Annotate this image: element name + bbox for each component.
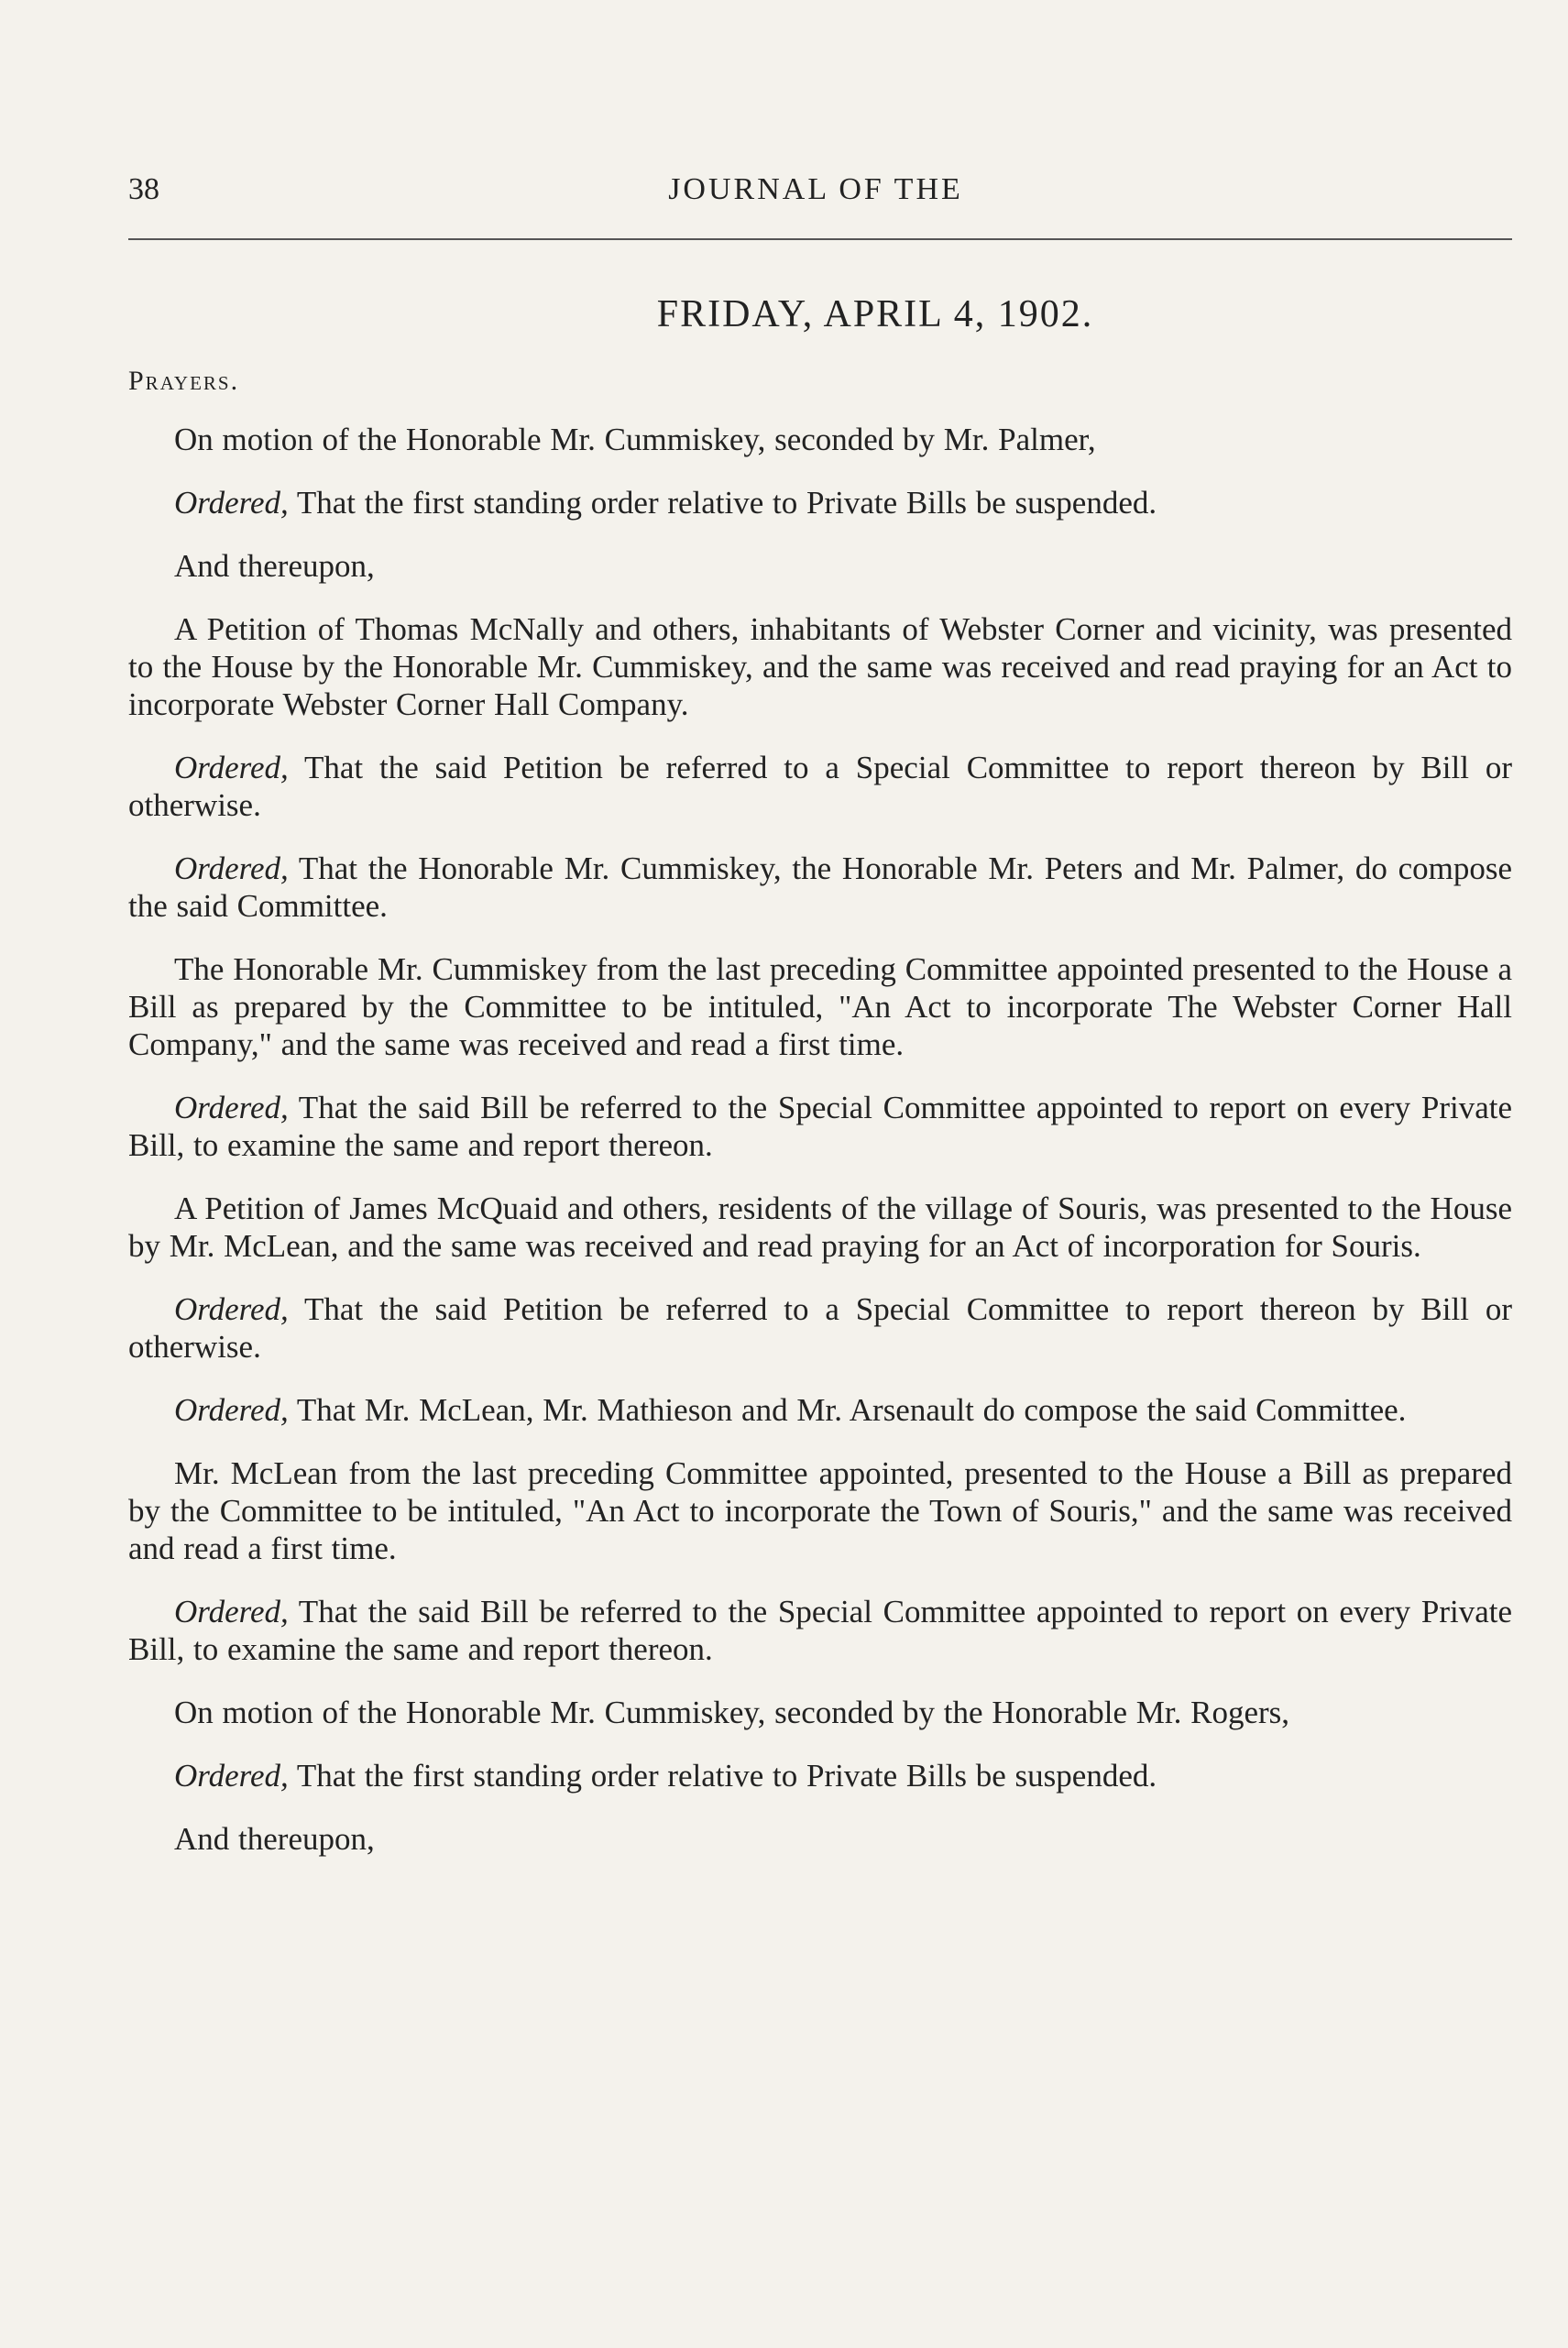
paragraph-lead: Ordered, [174, 1392, 289, 1428]
date-heading: FRIDAY, APRIL 4, 1902. [656, 293, 1094, 335]
page-number: 38 [128, 172, 159, 206]
paragraph-lead: Ordered, [174, 1594, 289, 1629]
journal-paragraph [128, 547, 1512, 585]
paragraph-lead: Ordered, [174, 1090, 289, 1125]
paragraph-text: And thereupon, [174, 548, 375, 584]
paragraph-text: A Petition of James McQuaid and others, residents of the village of Souris, was presented to the House by Mr. McLean, and the same was received and read praying for an Act of incorporation for Souris. [128, 1190, 1512, 1264]
journal-page [119, 137, 1512, 1883]
journal-paragraph [128, 1290, 1512, 1366]
paragraph-lead: Ordered, [174, 750, 289, 785]
prayers-label: Prayers. [128, 366, 240, 396]
paragraph-text: That the first standing order relative to Private Bills be suspended. [288, 485, 1157, 521]
journal-paragraph [128, 749, 1512, 824]
journal-paragraph [128, 1593, 1512, 1668]
running-title: JOURNAL OF THE [668, 172, 963, 206]
journal-paragraph [128, 421, 1512, 458]
journal-paragraph [128, 1190, 1512, 1265]
header-rule [128, 238, 1512, 240]
journal-paragraph [128, 1694, 1512, 1731]
paragraph-text: That the said Bill be referred to the Special Committee appointed to report on every Private Bill, to examine the same and report thereon. [128, 1090, 1512, 1163]
journal-paragraph [128, 1757, 1512, 1794]
paragraph-text: That the said Petition be referred to a Special Committee to report thereon by Bill or otherwise. [128, 750, 1512, 823]
running-head [119, 137, 1512, 205]
journal-paragraph [128, 1391, 1512, 1429]
journal-paragraph [128, 484, 1512, 521]
paragraph-text: That the said Bill be referred to the Special Committee appointed to report on every Private Bill, to examine the same and report thereon. [128, 1594, 1512, 1667]
paragraph-lead: Ordered, [174, 1291, 289, 1327]
journal-paragraph [128, 950, 1512, 1063]
paragraph-lead: Ordered, [174, 485, 289, 521]
paragraph-text: On motion of the Honorable Mr. Cummiskey, seconded by the Honorable Mr. Rogers, [174, 1695, 1290, 1730]
paragraph-text: That Mr. McLean, Mr. Mathieson and Mr. Arsenault do compose the said Committee. [288, 1392, 1407, 1428]
paragraph-text: That the first standing order relative to Private Bills be suspended. [288, 1758, 1157, 1794]
paragraph-text: A Petition of Thomas McNally and others, inhabitants of Webster Corner and vicinity, was presented to the House by the Honorable Mr. Cummiskey, and the same was received and read praying for an Act to incorporate Webster Corner Hall Company. [128, 611, 1512, 722]
paragraph-text: On motion of the Honorable Mr. Cummiskey, seconded by Mr. Palmer, [174, 422, 1096, 457]
journal-paragraph [128, 610, 1512, 723]
journal-paragraph [128, 850, 1512, 925]
journal-paragraph [128, 1089, 1512, 1164]
journal-entries [119, 421, 1512, 1858]
journal-paragraph [128, 1820, 1512, 1858]
paragraph-text: That the said Petition be referred to a Special Committee to report thereon by Bill or otherwise. [128, 1291, 1512, 1365]
journal-paragraph [128, 1454, 1512, 1567]
paragraph-lead: Ordered, [174, 1758, 289, 1794]
paragraph-text: Mr. McLean from the last preceding Committee appointed, presented to the House a Bill as prepared by the Committee to be intituled, "An Act to incorporate the Town of Souris," and the same was received and read a first time. [128, 1455, 1512, 1566]
paragraph-text: That the Honorable Mr. Cummiskey, the Honorable Mr. Peters and Mr. Palmer, do compose the said Committee. [128, 850, 1512, 924]
paragraph-text: The Honorable Mr. Cummiskey from the last preceding Committee appointed presented to the House a Bill as prepared by the Committee to be intituled, "An Act to incorporate The Webster Corner Hall Company," and the same was received and read a first time. [128, 951, 1512, 1062]
paragraph-lead: Ordered, [174, 850, 289, 886]
paragraph-text: And thereupon, [174, 1821, 375, 1857]
